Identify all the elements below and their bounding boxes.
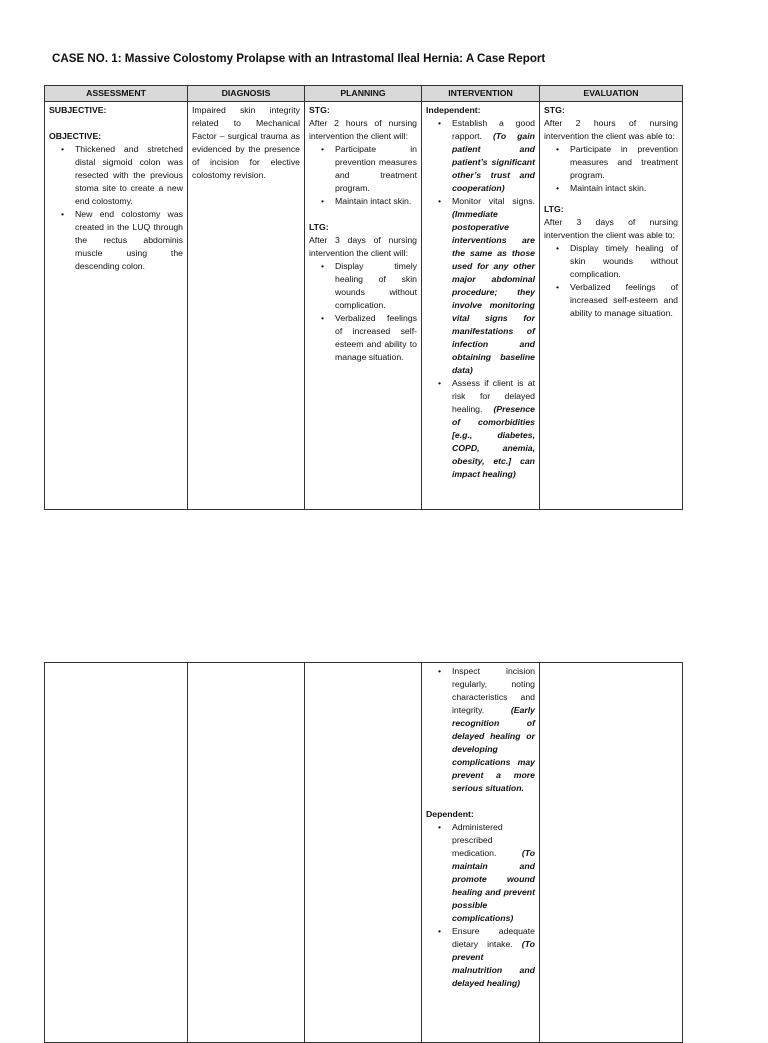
list-item: • Display timely healing of skin wounds without complication. [335, 260, 417, 312]
rationale-text: (To maintain and promote wound healing and prevent possible complications) [452, 848, 535, 923]
header-intervention: INTERVENTION [422, 86, 540, 102]
header-evaluation: EVALUATION [540, 86, 683, 102]
header-planning: PLANNING [305, 86, 422, 102]
table-row [45, 102, 683, 510]
table-row [45, 663, 683, 1043]
list-item [452, 195, 535, 377]
intervention-cell [422, 102, 540, 510]
header-row [45, 86, 683, 102]
assessment-cell [45, 663, 188, 1043]
planning-ltg-intro: After 3 days of nursing intervention the client will: [309, 235, 417, 258]
objective-label: OBJECTIVE: [49, 131, 102, 141]
diagnosis-cell [188, 102, 305, 510]
intervention-text: Administered prescribed medication. [452, 822, 503, 858]
intervention-text: Assess if client is at risk for delayed healing. [452, 378, 535, 414]
rationale-text: (To prevent malnutrition and delayed healing) [452, 939, 535, 988]
planning-stg-list [309, 143, 417, 208]
dependent-label: Dependent: [426, 809, 474, 819]
list-item [452, 117, 535, 195]
intervention-text: Ensure adequate dietary intake. [452, 926, 535, 949]
list-item: • Maintain intact skin. [335, 195, 417, 208]
subjective-label: SUBJECTIVE: [49, 105, 107, 115]
evaluation-cell [540, 663, 683, 1043]
header-diagnosis: DIAGNOSIS [188, 86, 305, 102]
planning-cell [305, 102, 422, 510]
evaluation-stg-intro: After 2 hours of nursing intervention the client was able to: [544, 118, 678, 141]
evaluation-ltg-intro: After 3 days of nursing intervention the client was able to: [544, 217, 678, 240]
planning-stg-label: STG: [309, 105, 330, 115]
rationale-text: (To gain patient and patient’s significant other’s trust and cooperation) [452, 131, 535, 193]
care-plan-table [44, 85, 683, 510]
list-item: • Maintain intact skin. [570, 182, 678, 195]
evaluation-ltg-label: LTG: [544, 204, 564, 214]
care-plan-table-continued [44, 662, 683, 1043]
intervention-text: Establish a good rapport. [452, 118, 535, 141]
independent-list-continued [426, 665, 535, 795]
planning-ltg-label: LTG: [309, 222, 329, 232]
intervention-text: Monitor vital signs. [452, 196, 535, 206]
list-item [452, 821, 535, 925]
diagnosis-text: Impaired skin integrity related to Mechanical Factor – surgical trauma as evidenced by the presence of incision for elective colostomy revision. [192, 105, 300, 180]
diagnosis-cell [188, 663, 305, 1043]
evaluation-ltg-list [544, 242, 678, 320]
assessment-cell [45, 102, 188, 510]
list-item [452, 665, 535, 795]
evaluation-stg-label: STG: [544, 105, 565, 115]
list-item: • Display timely healing of skin wounds without complication. [570, 242, 678, 281]
list-item: • Verbalized feelings of increased self-esteem and ability to manage situation. [335, 312, 417, 364]
evaluation-cell [540, 102, 683, 510]
list-item: • Participate in prevention measures and treatment program. [570, 143, 678, 182]
independent-list [426, 117, 535, 481]
rationale-text: (Early recognition of delayed healing or developing complications may prevent a more serious situation. [452, 705, 535, 793]
planning-ltg-list [309, 260, 417, 364]
list-item: • Thickened and stretched distal sigmoid colon was resected with the previous stoma site to create a new end colostomy. [75, 143, 183, 208]
list-item: • Participate in prevention measures and treatment program. [335, 143, 417, 195]
intervention-cell [422, 663, 540, 1043]
list-item [452, 377, 535, 481]
list-item: • New end colostomy was created in the LUQ through the rectus abdominis muscle using the descending colon. [75, 208, 183, 273]
independent-label: Independent: [426, 105, 481, 115]
objective-list [49, 143, 183, 273]
list-item [452, 925, 535, 990]
rationale-text: (Presence of comorbidities [e.g., diabetes, COPD, anemia, obesity, etc.] can impact healing) [452, 404, 535, 479]
evaluation-stg-list [544, 143, 678, 195]
planning-stg-intro: After 2 hours of nursing intervention the client will: [309, 118, 417, 141]
rationale-text: (Immediate postoperative interventions are the same as those used for any other major abdominal procedure; they involve monitoring vital signs for manifestations of infection and obtaining baseline data) [452, 209, 535, 375]
header-assessment: ASSESSMENT [45, 86, 188, 102]
list-item: • Verbalized feelings of increased self-esteem and ability to manage situation. [570, 281, 678, 320]
page-title: CASE NO. 1: Massive Colostomy Prolapse with an Intrastomal Ileal Hernia: A Case Report [52, 52, 546, 65]
intervention-text: Inspect incision regularly, noting characteristics and integrity. [452, 666, 535, 715]
planning-cell [305, 663, 422, 1043]
dependent-list [426, 821, 535, 990]
